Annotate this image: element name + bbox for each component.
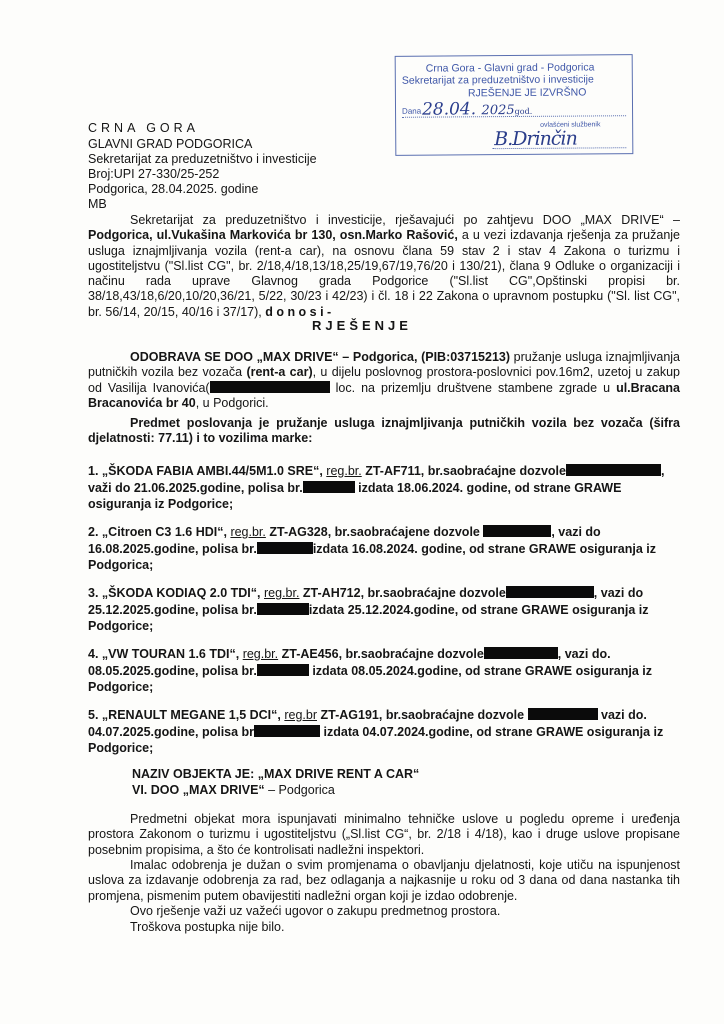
city-name: GLAVNI GRAD PODGORICA bbox=[88, 137, 253, 151]
reg-label: reg.br. bbox=[242, 647, 279, 661]
vehicle-name: „RENAULT MEGANE 1,5 DCI“, bbox=[101, 708, 281, 722]
intro-donosi: d o n o s i - bbox=[261, 304, 332, 319]
redaction-block bbox=[303, 481, 355, 493]
country-name: CRNA GORA bbox=[88, 121, 200, 135]
stamp-officer-label: ovlašćeni službenik bbox=[540, 121, 601, 129]
intro-part-c: a u vezi izdavanja rješenja za pružanje usluga iznajmljivanja vozila (rent-a car), na osnovu člana 59 stav 2 i stav 4 Zakona o turizmu i ugostiteljstvu ("Sl.list CG", br. 2/18,4/18,13/18,25/19,67/19,76/20 i 130/21), člana 9 Odluke o organizaciji i načinu rada uprave Glavnog grada Podgorice ("Sl.list CG",Opštinski propisi br. 38/18,43/18,6/20,10/20,36/21, 5/22, 30/23 i 42/23) i čl. 18 i 22 Zakona o upravnom postupku ("Sl. list CG", br. 56/14, 20/15, 40/16 i 37/17), bbox=[88, 228, 681, 319]
vehicle-valid-a: , vazi do bbox=[593, 586, 644, 600]
vehicle-name: „ŠKODA KODIAQ 2.0 TDI“, bbox=[101, 586, 261, 600]
closing-paragraph-1: Predmetni objekat mora ispunjavati minimalno tehničke uslove u pogledu opreme i uređenja prostora Zakonom o turizmu i ugostiteljstvu („Sl.list CG“, br. 2/18 i 4/18), kao i druge uslove propisane posebnim propisima, a što će kontrolisati nadležni inspektori. bbox=[88, 812, 680, 857]
vehicle-item-3 bbox=[88, 585, 678, 635]
object-name-line-2 bbox=[132, 782, 335, 798]
approval-text-e: loc. na prizemlju društvene stambene zgrade u bbox=[329, 380, 617, 395]
redaction-block bbox=[257, 542, 313, 554]
vehicle-number: 3. bbox=[88, 586, 99, 600]
reg-label: reg.br bbox=[284, 708, 318, 722]
vehicle-reg: ZT-AG328, bbox=[269, 525, 332, 539]
vehicle-doc-label: br.saobraćajene dozvole bbox=[334, 525, 480, 539]
intro-paragraph bbox=[88, 213, 680, 320]
vehicle-item-5 bbox=[88, 707, 678, 757]
redaction-block bbox=[254, 725, 320, 737]
vehicle-issued: izdata 18.06.2024. godine, od strane GRAWE osiguranja iz Podgorice; bbox=[88, 480, 622, 511]
stamp-year: 2025 bbox=[481, 102, 515, 119]
redaction-block bbox=[257, 664, 309, 676]
redaction-block bbox=[210, 381, 330, 393]
vehicle-item-2 bbox=[88, 524, 678, 574]
redaction-block bbox=[484, 647, 558, 659]
vehicle-valid-a: vazi do. bbox=[597, 708, 647, 722]
vehicle-reg: ZT-AE456, bbox=[281, 647, 343, 661]
vehicle-doc-label: br.saobraćajne dozvole bbox=[427, 464, 566, 478]
vehicle-reg: ZT-AG191, bbox=[320, 708, 383, 722]
vehicle-doc-label: br.saobraćajne dozvole bbox=[385, 708, 525, 722]
stamp-line-1: Crna Gora - Glavni grad - Podgorica bbox=[425, 61, 595, 75]
approval-text-b: pružanje usluga iznajmljivanja putničkih vozila bez vozača bbox=[88, 350, 680, 380]
approval-paragraph bbox=[88, 350, 680, 411]
reg-label: reg.br. bbox=[230, 525, 266, 539]
stamp-line-3: RJEŠENJE JE IZVRŠNO bbox=[467, 86, 587, 100]
document-number: Broj:UPI 27-330/25-252 bbox=[88, 167, 220, 181]
vehicle-valid-a: , vazi do bbox=[551, 525, 601, 539]
stamp-date-value: 28.04. bbox=[421, 99, 477, 120]
vehicle-name: „ŠKODA FABIA AMBI.44/5M1.0 SRE“, bbox=[101, 464, 323, 478]
redaction-block bbox=[566, 464, 661, 476]
reg-label: reg.br. bbox=[264, 586, 300, 600]
redaction-block bbox=[257, 603, 309, 615]
stamp-signature: B.Drinčin bbox=[494, 127, 577, 151]
vehicle-name: „VW TOURAN 1.6 TDI“, bbox=[101, 647, 240, 661]
vehicle-issued: izdata 08.05.2024.godine, od strane GRAWE osiguranja iz Podgorice; bbox=[88, 663, 652, 694]
vehicle-reg: ZT-AH712, bbox=[302, 586, 365, 600]
vehicle-issued: izdata 16.08.2024. godine, od strane GRAWE osiguranja iz Podgorica; bbox=[88, 541, 656, 572]
vehicle-valid-a: , vazi do. bbox=[557, 647, 611, 661]
vehicle-valid: 16.08.2025.godine, polisa br. bbox=[88, 541, 257, 556]
closing-paragraph-4: Troškova postupka nije bilo. bbox=[130, 920, 285, 934]
vehicle-number: 1. bbox=[88, 464, 99, 478]
vehicle-name: „Citroen C3 1.6 HDI“, bbox=[101, 525, 227, 539]
approval-address: ul.Bracana Bracanovića br 40 bbox=[88, 380, 680, 410]
document-date: Podgorica, 28.04.2025. godine bbox=[88, 182, 259, 196]
vehicle-doc-label: br.saobraćajne dozvole bbox=[367, 586, 506, 600]
stamp-date-prefix: Dana bbox=[402, 106, 422, 116]
intro-part-a: Sekretarijat za preduzetništvo i investicije, rješavajući po zahtjevu DOO „MAX DRIVE“ – bbox=[130, 213, 680, 227]
initials: MB bbox=[88, 197, 107, 211]
approval-text-g: , u Podgorici. bbox=[195, 395, 269, 410]
approval-rent-a-car: (rent-a car) bbox=[246, 365, 313, 380]
vehicle-item-1: 1. „ŠKODA FABIA AMBI.44/5M1.0 SRE“, reg.br. ZT-AF711, br.saobraćajne dozvole , važi do 21.06.2025.godine, polisa br. izdata 18.06.2024. godine, od strane GRAWE osiguranja iz Podgorice; bbox=[88, 464, 665, 511]
approval-text-d: , u dijelu poslovnog prostora-poslovnici pov.16m2, uzetoj u zakup od Vasilija Ivanovića( bbox=[88, 365, 680, 395]
vehicle-valid: 08.05.2025.godine, polisa br. bbox=[88, 663, 257, 678]
vehicle-valid: 25.12.2025.godine, polisa br. bbox=[88, 602, 257, 617]
vehicle-doc-label: br.saobraćajne dozvole bbox=[345, 647, 484, 661]
object-name-company: VI. DOO „MAX DRIVE“ bbox=[132, 783, 265, 797]
vehicle-issued: izdata 04.07.2024.godine, od strane GRAWE osiguranja iz Podgorice; bbox=[88, 724, 664, 755]
stamp-line-2: Sekretarijat za preduzetništvo i investicije bbox=[401, 73, 594, 87]
object-name-city: – Podgorica bbox=[264, 783, 335, 797]
redaction-block bbox=[528, 708, 598, 720]
executive-stamp bbox=[395, 54, 634, 156]
subject-paragraph: Predmet poslovanja je pružanje usluga iznajmljivanja putničkih vozila bez vozača (šifra djelatnosti: 77.11) i to vozilima marke: bbox=[88, 416, 680, 446]
vehicle-number: 5. bbox=[88, 708, 99, 722]
vehicle-item-4 bbox=[88, 646, 678, 696]
decision-title: RJEŠENJE bbox=[312, 318, 412, 333]
reg-label: reg.br. bbox=[326, 464, 362, 478]
intro-company-address: Podgorica, ul.Vukašina Markovića br 130, osn.Marko Rašović, bbox=[88, 228, 458, 243]
vehicle-number: 4. bbox=[88, 647, 99, 661]
vehicle-valid: važi do 21.06.2025.godine, polisa br. bbox=[88, 480, 303, 495]
object-name-line-1: NAZIV OBJEKTA JE: „MAX DRIVE RENT A CAR“ bbox=[132, 767, 420, 781]
vehicle-issued: izdata 25.12.2024.godine, od strane GRAWE osiguranja iz Podgorice; bbox=[88, 602, 649, 633]
vehicle-valid: 04.07.2025.godine, polisa br bbox=[88, 724, 255, 739]
office-name: Sekretarijat za preduzetništvo i investicije bbox=[88, 152, 317, 166]
redaction-block bbox=[506, 586, 594, 598]
closing-paragraph-2: Imalac odobrenja je dužan o svim promjenama o obavljanju djelatnosti, koje utiču na ispunjenost uslova za izdavanje odobrenja za rad, bez odlaganja a najkasnije u roku od 3 dana od dana nastanka tih promjena, pismenim putem obavijestiti nadležni organ koji je izdao odobrenje. bbox=[88, 858, 680, 903]
stamp-year-suffix: god. bbox=[514, 106, 533, 116]
vehicle-reg: ZT-AF711, bbox=[365, 464, 425, 478]
approval-company: ODOBRAVA SE DOO „MAX DRIVE“ – Podgorica, (PIB:03715213) bbox=[130, 350, 511, 364]
redaction-block bbox=[483, 525, 551, 537]
closing-paragraph-3: Ovo rješenje važi uz važeći ugovor o zakupu predmetnog prostora. bbox=[130, 904, 501, 918]
vehicle-number: 2. bbox=[88, 525, 99, 539]
